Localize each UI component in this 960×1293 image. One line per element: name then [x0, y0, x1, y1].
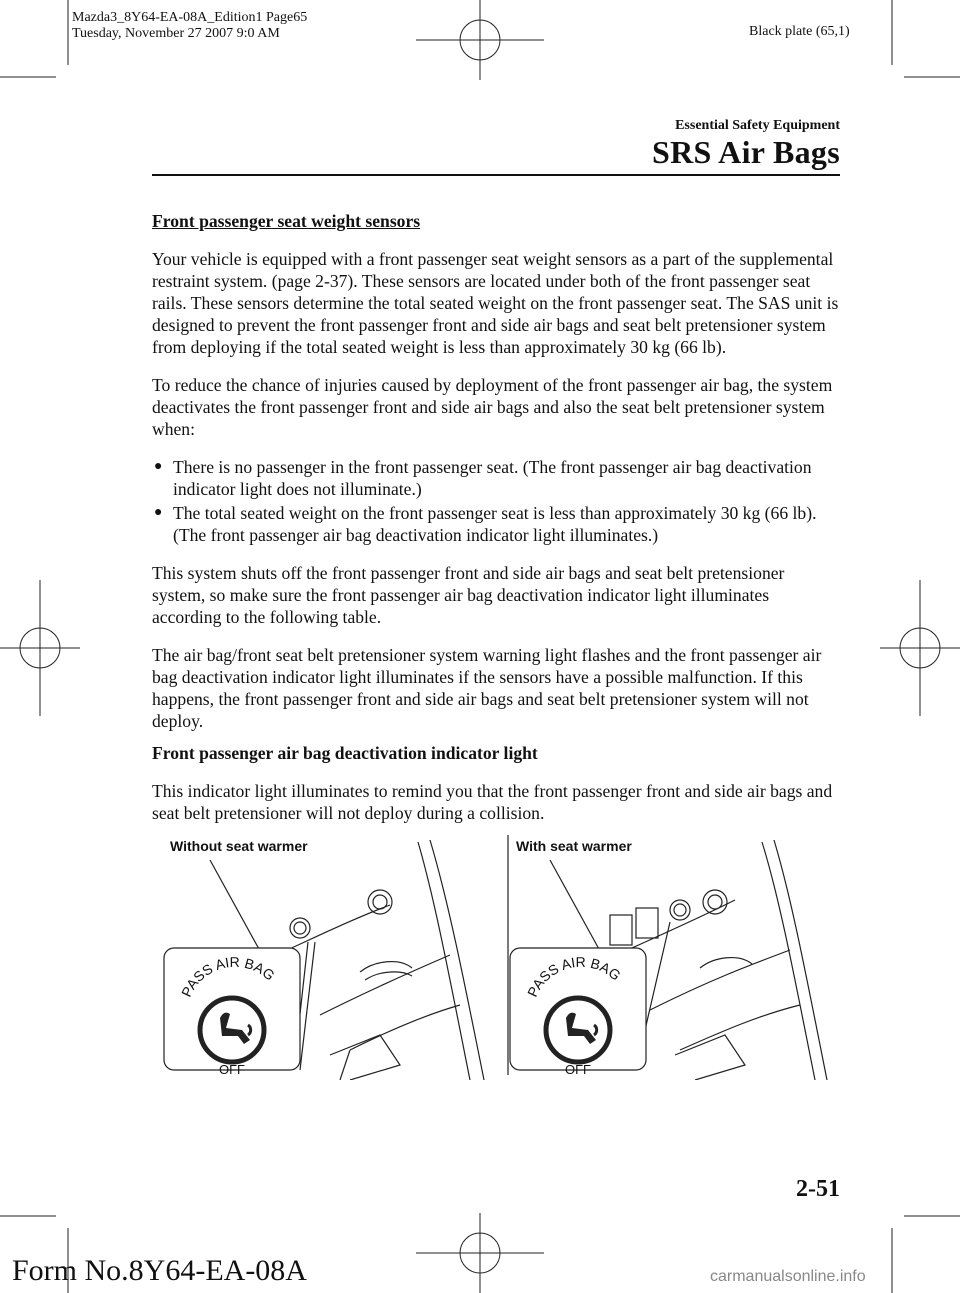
caption-with-seat-warmer: With seat warmer	[516, 838, 632, 854]
header-rule	[152, 174, 840, 176]
list-item	[152, 456, 842, 500]
indicator-off-right: OFF	[565, 1062, 591, 1077]
indicator-label-left: PASS AIR BAG	[178, 953, 278, 1000]
plate-info	[72, 10, 307, 42]
dashboard-illustration	[150, 830, 840, 1080]
bullet-icon: ●	[154, 459, 163, 474]
plate-info-line2: Tuesday, November 27 2007 9:0 AM	[72, 26, 280, 41]
watermark: carmanualsonline.info	[710, 1268, 866, 1285]
list-item	[152, 502, 842, 546]
black-plate-label: Black plate (65,1)	[749, 24, 850, 39]
paragraph-weight-sensors: Your vehicle is equipped with a front passenger seat weight sensors as a part of the supplemental restraint system. (page 2-37). These sensors are located under both of the front passenger seat rails. These sensors determine the total seated weight on the front passenger seat. The SAS unit is designed to prevent the front passenger front and side air bags and seat belt pretensioner system from deploying if the total seated weight is less than approximately 30 kg (66 lb).	[152, 249, 839, 357]
section-label: Essential Safety Equipment	[675, 118, 840, 133]
paragraph-malfunction: The air bag/front seat belt pretensioner system warning light flashes and the front passenger air bag deactivation indicator light illuminates if the sensors have a possible malfunction. If this happens, the front passenger front and side air bags and seat belt pretensioner system will not deploy.	[152, 645, 822, 731]
main-content	[152, 210, 842, 840]
heading-weight-sensors: Front passenger seat weight sensors	[152, 211, 421, 231]
list-item-text: There is no passenger in the front passenger seat. (The front passenger air bag deactivation indicator light does not illuminate.)	[173, 457, 812, 499]
condition-list	[152, 456, 842, 546]
plate-info-line1: Mazda3_8Y64-EA-08A_Edition1 Page65	[72, 10, 308, 25]
indicator-off-left: OFF	[219, 1062, 245, 1077]
indicator-label-right: PASS AIR BAG	[524, 953, 624, 1000]
caption-without-seat-warmer: Without seat warmer	[170, 838, 308, 854]
bullet-icon: ●	[154, 505, 163, 520]
form-number: Form No.8Y64-EA-08A	[12, 1254, 307, 1287]
paragraph-deactivation-conditions: To reduce the chance of injuries caused by deployment of the front passenger air bag, the system deactivates the front passenger front and side air bags and also the seat belt pretensioner system when:	[152, 375, 833, 439]
indicator-location-figure	[150, 830, 840, 1080]
heading-indicator-light: Front passenger air bag deactivation indicator light	[152, 743, 538, 763]
paragraph-indicator-light: This indicator light illuminates to remind you that the front passenger front and side air bags and seat belt pretensioner will not deploy during a collision.	[152, 781, 833, 823]
section-title: SRS Air Bags	[652, 134, 840, 170]
page-number: 2-51	[796, 1176, 840, 1202]
list-item-text: The total seated weight on the front passenger seat is less than approximately 30 kg (66 lb). (The front passenger air bag deactivation indicator light illuminates.)	[173, 503, 817, 545]
paragraph-shutoff: This system shuts off the front passenger front and side air bags and seat belt pretensioner system, so make sure the front passenger air bag deactivation indicator light illuminates according to the following table.	[152, 563, 785, 627]
